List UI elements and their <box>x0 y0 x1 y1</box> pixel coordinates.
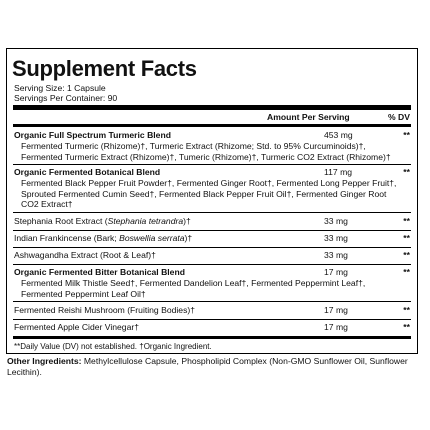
ingredient-dv: ** <box>403 167 410 177</box>
row-divider <box>13 212 411 213</box>
row-divider <box>13 247 411 248</box>
row-divider <box>13 301 411 302</box>
ingredient-amount: 17 mg <box>324 305 348 315</box>
ingredient-amount: 17 mg <box>324 267 348 277</box>
blend-line: Fermented Turmeric Extract (Rhizome)†, Tumeric (Rhizome)†, Turmeric CO2 Extract (Rhizome)† <box>21 151 391 162</box>
ingredient-name: Indian Frankincense (Bark; Boswellia serrata)† <box>14 233 193 243</box>
other-ingredients-label: Other Ingredients: <box>7 356 82 366</box>
ingredient-amount: 33 mg <box>324 250 348 260</box>
blend-line: Sprouted Fermented Cumin Seed†, Fermented Black Pepper Fruit Oil†, Fermented Ginger Root <box>21 188 387 199</box>
row-divider <box>13 264 411 265</box>
amount-header: Amount Per Serving <box>267 112 350 122</box>
panel-title: Supplement Facts <box>12 56 197 81</box>
dv-header: % DV <box>388 112 410 122</box>
ingredient-amount: 33 mg <box>324 233 348 243</box>
ingredient-amount: 117 mg <box>324 167 353 177</box>
ingredient-amount: 453 mg <box>324 130 353 140</box>
blend-line: Fermented Black Pepper Fruit Powder†, Fermented Ginger Root†, Fermented Long Pepper Fruit†, <box>21 178 397 188</box>
ingredient-name: Fermented Reishi Mushroom (Fruiting Bodies)† <box>14 305 196 315</box>
ingredient-name: Organic Fermented Botanical Blend <box>14 167 161 177</box>
ingredient-name: Stephania Root Extract (Stephania tetrandra)† <box>14 216 191 226</box>
blend-line: Fermented Peppermint Leaf Oil† <box>21 288 146 299</box>
ingredient-dv: ** <box>403 322 410 332</box>
ingredient-dv: ** <box>403 267 410 277</box>
supplement-facts-panel <box>6 48 418 354</box>
ingredient-name: Organic Fermented Bitter Botanical Blend <box>14 267 185 277</box>
blend-line: CO2 Extract† <box>21 199 73 210</box>
ingredient-dv: ** <box>403 130 410 140</box>
ingredient-amount: 33 mg <box>324 216 348 226</box>
ingredient-dv: ** <box>403 216 410 226</box>
blend-line: Fermented Turmeric (Rhizome)†, Turmeric Extract (Rhizome; Std. to 95% Curcuminoids)†, <box>21 141 366 151</box>
header-divider <box>13 124 411 127</box>
row-divider <box>13 164 411 165</box>
footnote: **Daily Value (DV) not established. †Organic Ingredient. <box>14 342 212 351</box>
ingredient-dv: ** <box>403 250 410 260</box>
ingredient-dv: ** <box>403 233 410 243</box>
row-divider <box>13 230 411 231</box>
serving-size: Serving Size: 1 Capsule <box>14 83 106 93</box>
servings-per-container: Servings Per Container: 90 <box>14 93 118 103</box>
ingredient-amount: 17 mg <box>324 322 348 332</box>
other-ingredients <box>7 356 417 377</box>
ingredient-name: Ashwagandha Extract (Root & Leaf)† <box>14 250 156 260</box>
other-ingredients-text: Methylcellulose Capsule, Phospholipid Complex (Non-GMO Sunflower Oil, Sunflower Lecithin). <box>7 356 408 377</box>
row-divider <box>13 319 411 320</box>
ingredient-name: Organic Full Spectrum Turmeric Blend <box>14 130 171 140</box>
ingredient-name: Fermented Apple Cider Vinegar† <box>14 322 140 332</box>
thick-divider <box>13 105 411 110</box>
blend-line: Fermented Milk Thistle Seed†, Fermented Dandelion Leaf†, Fermented Peppermint Leaf†, <box>21 278 366 288</box>
ingredient-dv: ** <box>403 305 410 315</box>
footer-divider <box>13 336 411 339</box>
